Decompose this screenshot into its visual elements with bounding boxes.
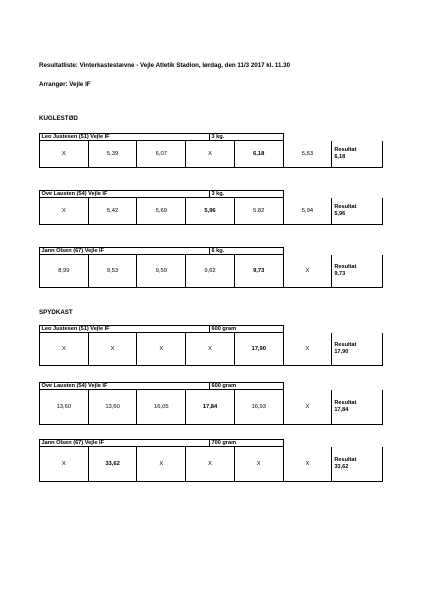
attempts-row <box>39 198 383 225</box>
attempt-cell: X <box>284 255 333 287</box>
attempt-cell: 9,59 <box>137 255 186 287</box>
attempt-cell: X <box>89 333 138 365</box>
attempt-cell: X <box>284 390 333 424</box>
result-cell <box>332 333 382 365</box>
result-label: Resultat <box>334 400 357 406</box>
athlete-name: Leo Justesen (51) Vejle IF <box>39 133 210 141</box>
attempt-cell: 9,53 <box>89 255 138 287</box>
result-value: 9,73 <box>334 271 346 277</box>
result-value: 17,90 <box>334 349 349 355</box>
implement-weight: 700 gram <box>210 439 284 447</box>
athlete-header <box>39 133 383 141</box>
attempts-row <box>39 447 383 482</box>
result-value: 33,62 <box>334 464 349 470</box>
attempt-cell: 16,93 <box>235 390 284 424</box>
section-title-shotput: KUGLESTØD <box>39 115 78 122</box>
result-value: 5,96 <box>334 211 346 217</box>
athlete-header <box>39 382 383 390</box>
attempt-cell: X <box>137 333 186 365</box>
result-label: Resultat <box>334 264 357 270</box>
attempt-cell: 17,84 <box>186 390 235 424</box>
attempt-cell: 13,60 <box>89 390 138 424</box>
athlete-block <box>39 382 383 425</box>
attempt-cell: 5,42 <box>89 198 138 224</box>
result-value: 6,18 <box>334 154 346 160</box>
result-label: Resultat <box>334 457 357 463</box>
result-label: Resultat <box>334 342 357 348</box>
implement-weight: 3 kg. <box>210 190 284 198</box>
attempt-cell: 8,99 <box>40 255 89 287</box>
results-title: Resultatliste: Vinterkastestævne - Vejle Atletik Stadion, lørdag, den 11/3 2017 kl. 11.30 <box>39 62 291 69</box>
attempt-cell: X <box>40 447 89 481</box>
attempts-row <box>39 333 383 366</box>
result-value: 17,84 <box>334 407 349 413</box>
attempt-cell: 16,05 <box>137 390 186 424</box>
result-label: Resultat <box>334 147 357 153</box>
result-cell <box>332 255 382 287</box>
athlete-name: Leo Justesen (51) Vejle IF <box>39 325 210 333</box>
attempt-cell: 13,60 <box>40 390 89 424</box>
attempt-cell: 6,18 <box>235 141 284 167</box>
attempt-cell: 9,62 <box>186 255 235 287</box>
athlete-block <box>39 325 383 366</box>
attempt-cell: 17,90 <box>235 333 284 365</box>
athlete-block <box>39 247 383 288</box>
athlete-name: Ove Lausten (54) Vejle IF <box>39 190 210 198</box>
result-label-group <box>334 204 356 218</box>
attempt-cell: 5,39 <box>89 141 138 167</box>
attempts-row <box>39 141 383 168</box>
result-cell <box>332 390 382 424</box>
athlete-name: Ove Lausten (54) Vejle IF <box>39 382 210 390</box>
attempt-cell: 5,96 <box>186 198 235 224</box>
result-cell <box>332 198 382 224</box>
attempt-cell: 6,07 <box>137 141 186 167</box>
attempt-cell: 5,82 <box>235 198 284 224</box>
organizer: Arrangør: Vejle IF <box>39 81 91 88</box>
attempts-row <box>39 390 383 425</box>
athlete-block <box>39 133 383 168</box>
athlete-name: Jann Olsen (67) Vejle IF <box>39 439 210 447</box>
attempt-cell: X <box>40 333 89 365</box>
attempt-cell: X <box>235 447 284 481</box>
result-label-group <box>334 147 356 161</box>
attempt-cell: X <box>284 447 333 481</box>
attempt-cell: 5,94 <box>284 198 333 224</box>
attempts-row <box>39 255 383 288</box>
attempt-cell: 33,62 <box>89 447 138 481</box>
attempt-cell: 5,69 <box>137 198 186 224</box>
result-label: Resultat <box>334 204 357 210</box>
athlete-header <box>39 190 383 198</box>
section-title-javelin: SPYDKAST <box>39 309 73 316</box>
attempt-cell: 9,73 <box>235 255 284 287</box>
athlete-block <box>39 439 383 482</box>
implement-weight: 6 kg. <box>210 247 284 255</box>
attempt-cell: X <box>186 447 235 481</box>
result-label-group <box>334 457 356 471</box>
athlete-block <box>39 190 383 225</box>
attempt-cell: X <box>284 333 333 365</box>
athlete-header <box>39 439 383 447</box>
implement-weight: 600 gram <box>210 325 284 333</box>
implement-weight: 3 kg. <box>210 133 284 141</box>
attempt-cell: 5,53 <box>284 141 333 167</box>
result-label-group <box>334 264 356 278</box>
attempt-cell: X <box>40 198 89 224</box>
attempt-cell: X <box>137 447 186 481</box>
athlete-header <box>39 325 383 333</box>
result-label-group <box>334 342 356 356</box>
result-label-group <box>334 400 356 414</box>
result-cell <box>332 141 382 167</box>
result-cell <box>332 447 382 481</box>
attempt-cell: X <box>186 141 235 167</box>
implement-weight: 600 gram <box>210 382 284 390</box>
athlete-name: Jann Olsen (67) Vejle IF <box>39 247 210 255</box>
attempt-cell: X <box>40 141 89 167</box>
attempt-cell: X <box>186 333 235 365</box>
athlete-header <box>39 247 383 255</box>
